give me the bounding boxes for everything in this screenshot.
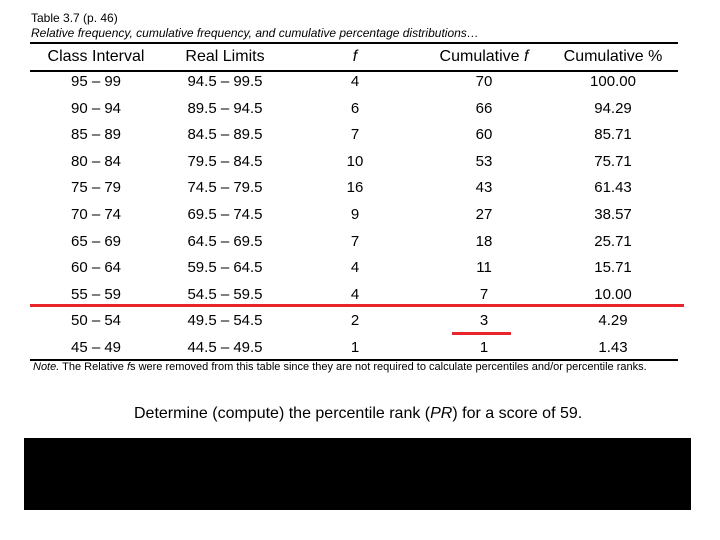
table-header-rule xyxy=(30,70,678,72)
cell-frequency: 2 xyxy=(350,312,360,329)
cell-cumulative-frequency: 3 xyxy=(479,312,489,329)
question-pr-symbol: PR xyxy=(430,405,453,422)
cell-cumulative-percent: 15.71 xyxy=(594,259,632,276)
cell-cumulative-frequency: 53 xyxy=(475,153,493,170)
cell-real-limits: 69.5 – 74.5 xyxy=(187,206,263,223)
cell-cumulative-percent: 85.71 xyxy=(594,126,632,143)
cell-class-interval: 90 – 94 xyxy=(70,100,122,117)
cell-cumulative-frequency: 43 xyxy=(475,179,493,196)
cell-real-limits: 74.5 – 79.5 xyxy=(187,179,263,196)
table-note xyxy=(33,361,647,374)
header-real-limits: Real Limits xyxy=(185,48,265,65)
cell-frequency: 7 xyxy=(350,233,360,250)
cell-real-limits: 79.5 – 84.5 xyxy=(187,153,263,170)
cell-real-limits: 44.5 – 49.5 xyxy=(187,339,263,356)
cell-real-limits: 84.5 – 89.5 xyxy=(187,126,263,143)
highlight-underline-row xyxy=(30,304,684,307)
cell-cumulative-frequency: 66 xyxy=(475,100,493,117)
table-top-rule xyxy=(30,42,678,44)
cell-frequency: 9 xyxy=(350,206,360,223)
cell-class-interval: 85 – 89 xyxy=(70,126,122,143)
cell-real-limits: 64.5 – 69.5 xyxy=(187,233,263,250)
cell-frequency: 4 xyxy=(350,259,360,276)
note-label: Note. xyxy=(33,361,60,373)
cell-class-interval: 95 – 99 xyxy=(70,73,122,90)
cell-cumulative-percent: 38.57 xyxy=(594,206,632,223)
cell-frequency: 4 xyxy=(350,286,360,303)
cell-frequency: 1 xyxy=(350,339,360,356)
question-prompt xyxy=(134,404,582,424)
cell-cumulative-frequency: 11 xyxy=(476,259,492,276)
cell-real-limits: 59.5 – 64.5 xyxy=(187,259,263,276)
cell-frequency: 7 xyxy=(350,126,360,143)
note-f-symbol: f xyxy=(126,361,131,373)
cell-class-interval: 50 – 54 xyxy=(70,312,122,329)
cell-cumulative-frequency: 27 xyxy=(475,206,493,223)
answer-cover-box xyxy=(24,438,691,510)
cell-class-interval: 80 – 84 xyxy=(70,153,122,170)
cell-cumulative-percent: 94.29 xyxy=(594,100,632,117)
table-caption-title: Table 3.7 (p. 46) xyxy=(31,11,118,25)
question-text-pre: Determine (compute) the percentile rank ( xyxy=(134,405,431,422)
cell-class-interval: 60 – 64 xyxy=(70,259,122,276)
question-text-post: ) for a score of 59. xyxy=(452,405,583,422)
cell-cumulative-frequency: 60 xyxy=(475,126,493,143)
note-text-post: s were removed from this table since they are not required to calculate percentiles and/or percentile ranks. xyxy=(130,361,647,373)
cell-class-interval: 45 – 49 xyxy=(70,339,122,356)
cell-frequency: 16 xyxy=(346,179,364,196)
highlight-underline-cell xyxy=(452,332,511,335)
cell-frequency: 10 xyxy=(346,153,364,170)
cell-class-interval: 75 – 79 xyxy=(70,179,122,196)
header-cumulative-percent: Cumulative % xyxy=(563,48,663,65)
cell-frequency: 6 xyxy=(350,100,360,117)
cell-real-limits: 94.5 – 99.5 xyxy=(187,73,263,90)
cell-cumulative-percent: 25.71 xyxy=(594,233,632,250)
header-class-interval: Class Interval xyxy=(47,48,145,65)
cell-real-limits: 89.5 – 94.5 xyxy=(187,100,263,117)
cell-cumulative-frequency: 70 xyxy=(475,73,493,90)
note-text-pre: The Relative xyxy=(59,361,127,373)
cell-cumulative-frequency: 18 xyxy=(475,233,493,250)
table-caption-subtitle: Relative frequency, cumulative frequency, and cumulative percentage distributions… xyxy=(31,26,479,40)
cell-cumulative-percent: 1.43 xyxy=(598,339,628,356)
cell-class-interval: 65 – 69 xyxy=(70,233,122,250)
header-cumulative-f-symbol: f xyxy=(524,48,529,65)
header-frequency: f xyxy=(352,48,358,65)
cell-cumulative-percent: 10.00 xyxy=(594,286,632,303)
cell-frequency: 4 xyxy=(350,73,360,90)
header-cumulative-label: Cumulative xyxy=(439,48,525,65)
cell-cumulative-frequency: 7 xyxy=(479,286,489,303)
cell-real-limits: 54.5 – 59.5 xyxy=(187,286,263,303)
cell-class-interval: 55 – 59 xyxy=(70,286,122,303)
cell-class-interval: 70 – 74 xyxy=(70,206,122,223)
header-cumulative-frequency xyxy=(440,47,529,67)
cell-cumulative-percent: 75.71 xyxy=(594,153,632,170)
cell-cumulative-percent: 4.29 xyxy=(598,312,628,329)
cell-cumulative-percent: 100.00 xyxy=(590,73,636,90)
cell-cumulative-percent: 61.43 xyxy=(594,179,632,196)
cell-cumulative-frequency: 1 xyxy=(479,339,489,356)
cell-real-limits: 49.5 – 54.5 xyxy=(187,312,263,329)
